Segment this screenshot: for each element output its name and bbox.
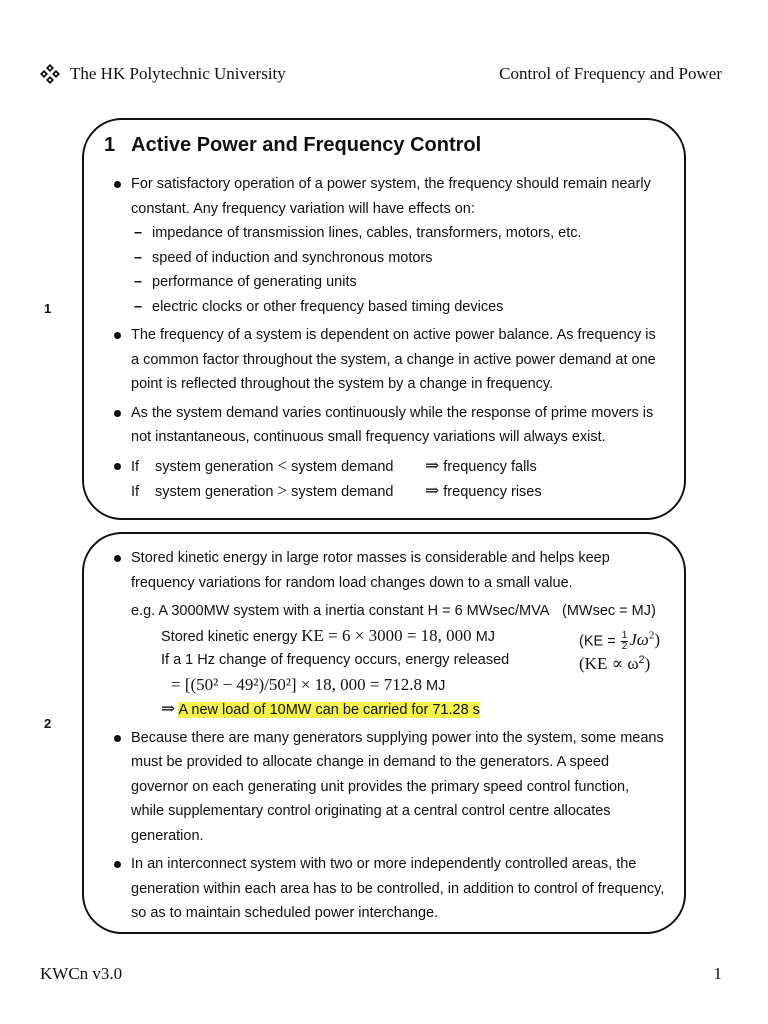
ke-formula: KE = 6 × 3000 = 18, 000 [301, 625, 472, 645]
one-half-fraction: $\frac{1}{2}$ [621, 629, 628, 652]
example-line [131, 697, 666, 722]
implies-arrow: ⇒ [425, 481, 440, 500]
effects-list [131, 221, 666, 319]
effect-item: – performance of generating units [131, 270, 666, 295]
highlighted-conclusion: A new load of 10MW can be carried for 71.28 s [178, 702, 480, 718]
section-title: Active Power and Frequency Control [131, 134, 482, 156]
slide-number: 2 [44, 716, 52, 731]
example-note: $(KE \propto \omega^2)$ [579, 653, 651, 673]
example-note: (KE = $\frac{1}{2}$ $J\omega^2$) [579, 629, 660, 652]
section-number: 1 [104, 134, 116, 156]
example-text: Stored kinetic energy [161, 628, 298, 645]
note-text: (KE = [579, 633, 616, 650]
example-block [114, 599, 666, 722]
example-line [131, 673, 666, 698]
unit-label: MJ [475, 628, 496, 645]
university-logo-icon [40, 64, 60, 84]
course-title: Control of Frequency and Power [499, 64, 722, 83]
bullet-list [114, 726, 666, 926]
bullet-list [114, 172, 666, 505]
effect-item: – electric clocks or other frequency based timing devices [131, 295, 666, 320]
bullet-text: For satisfactory operation of a power system, the frequency should remain nearly constant. Any frequency variation will have effects on: [131, 176, 651, 217]
example-line [131, 648, 666, 673]
rule-row [131, 479, 666, 505]
implies-arrow: ⇒ [161, 699, 176, 718]
bullet-item: In an interconnect system with two or more independently controlled areas, the generation within each area has to be controlled, in addition to control of frequency, so as to maintain scheduled power interchange. [114, 852, 666, 926]
slide-number: 1 [44, 301, 52, 316]
rule-result: frequency rises [443, 484, 542, 500]
rule-rhs: system demand [291, 458, 394, 475]
version-label: KWCn v3.0 [40, 964, 123, 983]
bullet-item [114, 454, 666, 505]
note-text: (KE ∝ ω [579, 653, 639, 673]
bullet-item: Because there are many generators supplying power into the system, some means must be provided to allocate change in demand to the generators. A speed governor on each generating unit provides the primary speed control function, while supplementary control originating at a central control centre allocates generation. [114, 726, 666, 849]
slide-1-content [114, 172, 666, 509]
rule-lhs: system generation [155, 458, 274, 475]
bullet-item: As the system demand varies continuously while the response of prime movers is not instantaneous, continuous small frequency variations will always exist. [114, 401, 666, 450]
slide-2-content [114, 546, 666, 930]
page-header [40, 64, 722, 84]
bullet-item [114, 172, 666, 319]
effect-item: – impedance of transmission lines, cables, transformers, motors, etc. [131, 221, 666, 246]
page-footer [40, 964, 722, 984]
rule-prefix: If [131, 484, 140, 500]
section-heading [104, 134, 481, 157]
rule-rhs: system demand [291, 484, 394, 500]
unit-label: MJ [426, 677, 446, 694]
university-name: The HK Polytechnic University [70, 64, 286, 83]
example-line [131, 624, 666, 652]
slide-2 [82, 532, 686, 934]
example-line [131, 599, 666, 624]
example-text: e.g. A 3000MW system with a inertia constant H = 6 MWsec/MVA [131, 603, 550, 619]
rule-prefix: If [131, 458, 140, 475]
bullet-item: Stored kinetic energy in large rotor masses is considerable and helps keep frequency variations for random load changes down to a small value. [114, 546, 666, 595]
effect-item: – speed of induction and synchronous motors [131, 246, 666, 271]
rule-lhs: system generation [155, 484, 274, 500]
rule-operator: < [277, 455, 288, 475]
energy-formula: = [(50² − 49²)/50²] × 18, 000 = 712.8 [171, 674, 423, 694]
university-brand [40, 64, 286, 84]
bullet-item: The frequency of a system is dependent on active power balance. As frequency is a common factor throughout the system, a change in active power demand at one point is reflected throughout the system by a change in frequency. [114, 323, 666, 397]
rule-operator: > [277, 481, 288, 500]
slide-1 [82, 118, 686, 520]
implies-arrow: ⇒ [425, 455, 440, 475]
page-number: 1 [713, 964, 722, 983]
note-formula: Jω [629, 630, 649, 650]
example-text: If a 1 Hz change of frequency occurs, energy released [161, 652, 510, 668]
rule-result: frequency falls [443, 458, 537, 475]
rule-row [131, 454, 666, 480]
example-note: (MWsec = MJ) [562, 603, 656, 619]
bullet-list [114, 546, 666, 595]
